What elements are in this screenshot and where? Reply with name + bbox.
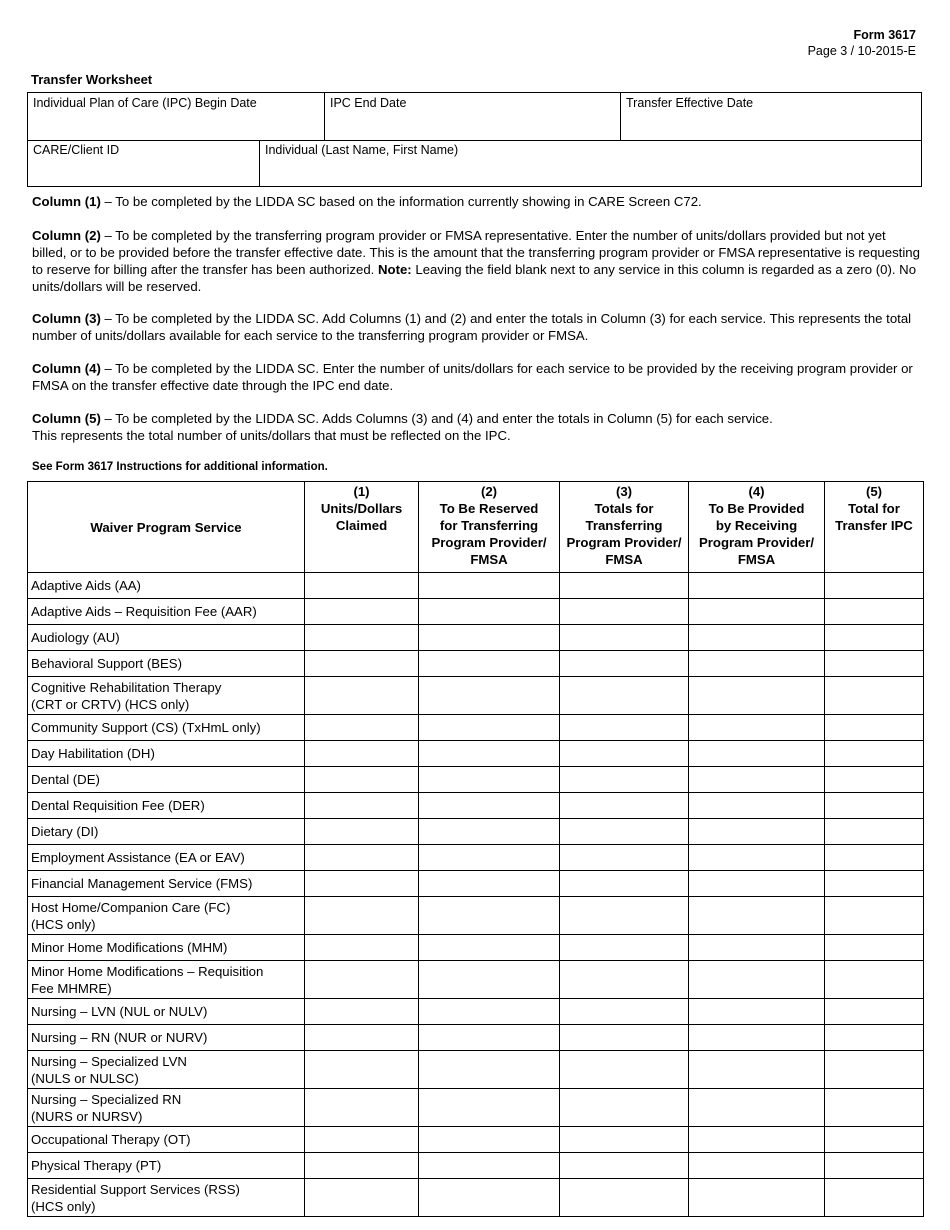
entry-cell-column-5[interactable] <box>825 677 924 715</box>
header-line: Total for <box>848 501 900 516</box>
entry-cell-column-2[interactable] <box>419 819 560 845</box>
ipc-begin-date-label: Individual Plan of Care (IPC) Begin Date <box>33 96 257 110</box>
entry-cell-column-1[interactable] <box>305 845 419 871</box>
header-line: Transfer IPC <box>835 518 913 533</box>
entry-cell-column-2[interactable] <box>419 651 560 677</box>
entry-cell-column-5[interactable] <box>825 599 924 625</box>
entry-cell-column-2[interactable] <box>419 573 560 599</box>
instruction-label: Column (3) <box>32 311 101 326</box>
service-name-line: (CRT or CRTV) (HCS only) <box>31 696 190 712</box>
entry-cell-column-5[interactable] <box>825 1025 924 1051</box>
service-name-line: Host Home/Companion Care (FC) <box>31 899 231 915</box>
header-fields-row-2 <box>28 140 921 187</box>
instruction-text: – To be completed by the LIDDA SC. Adds Columns (3) and (4) and enter the totals in Column (5) for each service. <box>100 411 773 426</box>
entry-cell-column-1[interactable] <box>305 767 419 793</box>
instruction-column-5 <box>32 410 922 444</box>
services-table-body <box>28 573 924 1217</box>
header-line: (5) <box>865 484 883 499</box>
entry-cell-column-4[interactable] <box>689 715 825 741</box>
header-line: by Receiving <box>715 518 798 533</box>
entry-cell-column-3[interactable] <box>560 1153 689 1179</box>
entry-cell-column-1[interactable] <box>305 1179 419 1217</box>
entry-cell-column-3[interactable] <box>560 677 689 715</box>
header-line: FMSA <box>605 552 643 567</box>
entry-cell-column-2[interactable] <box>419 599 560 625</box>
individual-name-label: Individual (Last Name, First Name) <box>265 143 459 157</box>
ipc-end-date-label: IPC End Date <box>330 96 407 110</box>
service-name-line: Behavioral Support (BES) <box>31 656 182 671</box>
service-name-line: Nursing – LVN (NUL or NULV) <box>31 1004 208 1019</box>
service-name-line: Occupational Therapy (OT) <box>31 1132 191 1147</box>
entry-cell-column-2[interactable] <box>419 715 560 741</box>
entry-cell-column-2[interactable] <box>419 1127 560 1153</box>
note-text: Leaving the field blank next to any service in this column is regarded as a zero (0). No units/dollars will be reserved. <box>32 262 917 294</box>
entry-cell-column-5[interactable] <box>825 961 924 999</box>
entry-cell-column-5[interactable] <box>825 651 924 677</box>
header-line: (4) <box>748 484 765 499</box>
service-name-cell <box>28 573 305 599</box>
instruction-column-1 <box>32 193 922 210</box>
table-row <box>28 741 924 767</box>
table-row <box>28 1051 924 1089</box>
entry-cell-column-3[interactable] <box>560 573 689 599</box>
entry-cell-column-5[interactable] <box>825 1051 924 1089</box>
entry-cell-column-1[interactable] <box>305 599 419 625</box>
entry-cell-column-4[interactable] <box>689 871 825 897</box>
entry-cell-column-4[interactable] <box>689 573 825 599</box>
entry-cell-column-1[interactable] <box>305 1025 419 1051</box>
instruction-text-line-2: This represents the total number of units/dollars that must be reflected on the IPC. <box>32 428 511 443</box>
service-name-line: Nursing – Specialized RN <box>31 1091 182 1107</box>
service-name-line: Nursing – RN (NUR or NURV) <box>31 1030 208 1045</box>
entry-cell-column-5[interactable] <box>825 1089 924 1127</box>
see-instructions-note: See Form 3617 Instructions for additional information. <box>32 461 328 473</box>
service-name-cell <box>28 1025 305 1051</box>
entry-cell-column-2[interactable] <box>419 897 560 935</box>
service-name-line: (NURS or NURSV) <box>31 1108 143 1124</box>
transfer-effective-date-field[interactable] <box>620 93 923 140</box>
entry-cell-column-4[interactable] <box>689 819 825 845</box>
table-row <box>28 715 924 741</box>
entry-cell-column-1[interactable] <box>305 935 419 961</box>
service-name-line: Physical Therapy (PT) <box>31 1158 162 1173</box>
table-row <box>28 1025 924 1051</box>
service-name-line: (HCS only) <box>31 916 96 932</box>
service-name-line: Community Support (CS) (TxHmL only) <box>31 720 261 735</box>
entry-cell-column-4[interactable] <box>689 897 825 935</box>
entry-cell-column-2[interactable] <box>419 767 560 793</box>
entry-cell-column-1[interactable] <box>305 741 419 767</box>
individual-name-field[interactable] <box>259 140 923 187</box>
entry-cell-column-3[interactable] <box>560 1179 689 1217</box>
table-row <box>28 573 924 599</box>
entry-cell-column-3[interactable] <box>560 767 689 793</box>
header-line: To Be Reserved <box>439 501 539 516</box>
entry-cell-column-4[interactable] <box>689 625 825 651</box>
entry-cell-column-4[interactable] <box>689 1153 825 1179</box>
service-name-cell <box>28 999 305 1025</box>
header-line: Units/Dollars <box>320 501 403 516</box>
entry-cell-column-5[interactable] <box>825 1179 924 1217</box>
entry-cell-column-3[interactable] <box>560 599 689 625</box>
entry-cell-column-2[interactable] <box>419 845 560 871</box>
table-row <box>28 897 924 935</box>
instruction-column-4 <box>32 360 922 394</box>
service-name-line: Dental Requisition Fee (DER) <box>31 798 205 813</box>
entry-cell-column-5[interactable] <box>825 819 924 845</box>
header-line: FMSA <box>470 552 508 567</box>
entry-cell-column-3[interactable] <box>560 741 689 767</box>
entry-cell-column-3[interactable] <box>560 1127 689 1153</box>
entry-cell-column-4[interactable] <box>689 999 825 1025</box>
service-name-cell <box>28 897 305 935</box>
entry-cell-column-5[interactable] <box>825 999 924 1025</box>
table-row <box>28 651 924 677</box>
table-row <box>28 871 924 897</box>
table-row <box>28 819 924 845</box>
form-identifier <box>808 27 916 59</box>
table-row <box>28 999 924 1025</box>
column-header-5 <box>825 482 924 573</box>
service-name-line: Fee MHMRE) <box>31 980 112 996</box>
service-name-cell <box>28 793 305 819</box>
table-header-row <box>28 482 924 573</box>
header-line: Totals for <box>594 501 654 516</box>
table-row <box>28 767 924 793</box>
table-row <box>28 1153 924 1179</box>
entry-cell-column-3[interactable] <box>560 651 689 677</box>
column-header-3 <box>560 482 689 573</box>
entry-cell-column-4[interactable] <box>689 741 825 767</box>
entry-cell-column-3[interactable] <box>560 845 689 871</box>
entry-cell-column-5[interactable] <box>825 767 924 793</box>
instruction-text: – To be completed by the LIDDA SC. Add Columns (1) and (2) and enter the totals in Column (3) for each service. This represents the total number of units/dollars available for each service to the transferring program provider or FMSA. <box>32 311 912 343</box>
service-name-line: Financial Management Service (FMS) <box>31 876 253 891</box>
column-header-1 <box>305 482 419 573</box>
service-name-cell <box>28 1179 305 1217</box>
entry-cell-column-4[interactable] <box>689 767 825 793</box>
table-row <box>28 793 924 819</box>
entry-cell-column-2[interactable] <box>419 935 560 961</box>
entry-cell-column-3[interactable] <box>560 935 689 961</box>
entry-cell-column-3[interactable] <box>560 961 689 999</box>
instruction-label: Column (4) <box>32 361 101 376</box>
note-label: Note: <box>378 262 412 277</box>
care-client-id-label: CARE/Client ID <box>33 143 120 157</box>
entry-cell-column-4[interactable] <box>689 935 825 961</box>
table-row <box>28 677 924 715</box>
service-name-line: Adaptive Aids – Requisition Fee (AAR) <box>31 604 257 619</box>
services-table <box>27 481 924 1217</box>
ipc-end-date-field[interactable] <box>324 93 620 140</box>
table-row <box>28 935 924 961</box>
service-name-cell <box>28 715 305 741</box>
entry-cell-column-3[interactable] <box>560 1051 689 1089</box>
entry-cell-column-2[interactable] <box>419 677 560 715</box>
entry-cell-column-5[interactable] <box>825 935 924 961</box>
entry-cell-column-4[interactable] <box>689 651 825 677</box>
instruction-column-2 <box>32 227 922 295</box>
entry-cell-column-1[interactable] <box>305 1089 419 1127</box>
service-name-line: Audiology (AU) <box>31 630 120 645</box>
service-name-line: Adaptive Aids (AA) <box>31 578 141 593</box>
service-name-line: Minor Home Modifications (MHM) <box>31 940 228 955</box>
entry-cell-column-2[interactable] <box>419 625 560 651</box>
entry-cell-column-3[interactable] <box>560 625 689 651</box>
column-header-2 <box>419 482 560 573</box>
entry-cell-column-5[interactable] <box>825 573 924 599</box>
service-name-line: Cognitive Rehabilitation Therapy <box>31 679 222 695</box>
service-name-cell <box>28 677 305 715</box>
instruction-label: Column (1) <box>32 194 101 209</box>
header-line: To Be Provided <box>708 501 805 516</box>
entry-cell-column-1[interactable] <box>305 625 419 651</box>
header-line: Program Provider/ <box>431 535 547 550</box>
entry-cell-column-2[interactable] <box>419 1051 560 1089</box>
entry-cell-column-1[interactable] <box>305 871 419 897</box>
table-row <box>28 845 924 871</box>
service-name-line: (NULS or NULSC) <box>31 1070 139 1086</box>
ipc-begin-date-field[interactable] <box>28 93 324 140</box>
service-name-line: Residential Support Services (RSS) <box>31 1181 240 1197</box>
form-number: Form 3617 <box>853 28 916 42</box>
header-line: FMSA <box>737 552 776 567</box>
entry-cell-column-4[interactable] <box>689 1089 825 1127</box>
entry-cell-column-1[interactable] <box>305 1127 419 1153</box>
entry-cell-column-2[interactable] <box>419 1025 560 1051</box>
service-name-cell <box>28 767 305 793</box>
service-name-cell <box>28 741 305 767</box>
transfer-effective-date-label: Transfer Effective Date <box>626 96 754 110</box>
header-line: Transferring <box>585 518 663 533</box>
entry-cell-column-5[interactable] <box>825 1153 924 1179</box>
entry-cell-column-2[interactable] <box>419 961 560 999</box>
entry-cell-column-3[interactable] <box>560 897 689 935</box>
entry-cell-column-1[interactable] <box>305 1051 419 1089</box>
page-info: Page 3 / 10-2015-E <box>807 44 916 58</box>
service-name-cell <box>28 845 305 871</box>
entry-cell-column-4[interactable] <box>689 845 825 871</box>
service-name-cell <box>28 1153 305 1179</box>
entry-cell-column-4[interactable] <box>689 793 825 819</box>
entry-cell-column-1[interactable] <box>305 999 419 1025</box>
table-row <box>28 599 924 625</box>
service-name-cell <box>28 961 305 999</box>
column-header-service <box>28 482 305 573</box>
header-line: Program Provider/ <box>698 535 815 550</box>
service-name-line: Dietary (DI) <box>31 824 99 839</box>
service-name-cell <box>28 935 305 961</box>
entry-cell-column-4[interactable] <box>689 961 825 999</box>
header-line: (1) <box>353 484 370 499</box>
service-name-cell <box>28 1089 305 1127</box>
header-line: (2) <box>480 484 498 499</box>
entry-cell-column-5[interactable] <box>825 715 924 741</box>
entry-cell-column-4[interactable] <box>689 1051 825 1089</box>
header-fields <box>27 92 922 187</box>
entry-cell-column-1[interactable] <box>305 819 419 845</box>
entry-cell-column-2[interactable] <box>419 1089 560 1127</box>
entry-cell-column-4[interactable] <box>689 599 825 625</box>
header-fields-row-1 <box>28 93 921 141</box>
worksheet-title: Transfer Worksheet <box>31 72 153 87</box>
entry-cell-column-4[interactable] <box>689 1179 825 1217</box>
service-name-cell <box>28 871 305 897</box>
entry-cell-column-4[interactable] <box>689 677 825 715</box>
care-client-id-field[interactable] <box>28 140 259 187</box>
entry-cell-column-1[interactable] <box>305 897 419 935</box>
entry-cell-column-2[interactable] <box>419 1179 560 1217</box>
entry-cell-column-4[interactable] <box>689 1025 825 1051</box>
entry-cell-column-5[interactable] <box>825 1127 924 1153</box>
instruction-text: – To be completed by the LIDDA SC. Enter the number of units/dollars for each service to be provided by the receiving program provider or FMSA on the transfer effective date through the IPC end date. <box>32 361 913 393</box>
entry-cell-column-5[interactable] <box>825 741 924 767</box>
entry-cell-column-3[interactable] <box>560 1089 689 1127</box>
service-name-cell <box>28 651 305 677</box>
entry-cell-column-3[interactable] <box>560 999 689 1025</box>
entry-cell-column-4[interactable] <box>689 1127 825 1153</box>
entry-cell-column-3[interactable] <box>560 871 689 897</box>
entry-cell-column-1[interactable] <box>305 1153 419 1179</box>
entry-cell-column-2[interactable] <box>419 793 560 819</box>
entry-cell-column-5[interactable] <box>825 793 924 819</box>
entry-cell-column-2[interactable] <box>419 871 560 897</box>
entry-cell-column-1[interactable] <box>305 573 419 599</box>
entry-cell-column-2[interactable] <box>419 1153 560 1179</box>
entry-cell-column-5[interactable] <box>825 625 924 651</box>
header-line: Claimed <box>335 518 388 533</box>
entry-cell-column-1[interactable] <box>305 651 419 677</box>
entry-cell-column-1[interactable] <box>305 961 419 999</box>
table-row <box>28 625 924 651</box>
entry-cell-column-3[interactable] <box>560 819 689 845</box>
service-name-line: Nursing – Specialized LVN <box>31 1053 187 1069</box>
entry-cell-column-3[interactable] <box>560 793 689 819</box>
instruction-text: – To be completed by the LIDDA SC based on the information currently showing in CARE Screen C72. <box>100 194 702 209</box>
instruction-label: Column (2) <box>32 228 101 243</box>
service-name-line: Minor Home Modifications – Requisition <box>31 963 264 979</box>
instruction-label: Column (5) <box>32 411 101 426</box>
entry-cell-column-3[interactable] <box>560 1025 689 1051</box>
service-name-cell <box>28 625 305 651</box>
entry-cell-column-5[interactable] <box>825 845 924 871</box>
service-name-line: Dental (DE) <box>31 772 100 787</box>
entry-cell-column-3[interactable] <box>560 715 689 741</box>
service-name-line: Day Habilitation (DH) <box>31 746 155 761</box>
service-name-line: (HCS only) <box>31 1198 96 1214</box>
table-row <box>28 1089 924 1127</box>
entry-cell-column-1[interactable] <box>305 793 419 819</box>
table-row <box>28 1127 924 1153</box>
table-row <box>28 961 924 999</box>
header-line: Program Provider/ <box>566 535 682 550</box>
service-name-cell <box>28 1051 305 1089</box>
entry-cell-column-2[interactable] <box>419 741 560 767</box>
service-name-cell <box>28 819 305 845</box>
table-row <box>28 1179 924 1217</box>
service-name-cell <box>28 1127 305 1153</box>
header-line: for Transferring <box>439 518 539 533</box>
instruction-column-3 <box>32 310 922 344</box>
entry-cell-column-5[interactable] <box>825 897 924 935</box>
header-line: (3) <box>615 484 633 499</box>
header-line: Waiver Program Service <box>90 520 242 535</box>
instruction-text: – To be completed by the transferring program provider or FMSA representative. Enter the number of units/dollars provided but not yet billed, or to be provided before the transfer effective date. This is the amount that the transferring program provider or FMSA representative is requesting to reserve for billing after the transfer has been authorized. <box>32 228 920 277</box>
column-header-4 <box>689 482 825 573</box>
service-name-cell <box>28 599 305 625</box>
entry-cell-column-1[interactable] <box>305 677 419 715</box>
service-name-line: Employment Assistance (EA or EAV) <box>31 850 245 865</box>
entry-cell-column-5[interactable] <box>825 871 924 897</box>
entry-cell-column-1[interactable] <box>305 715 419 741</box>
entry-cell-column-2[interactable] <box>419 999 560 1025</box>
